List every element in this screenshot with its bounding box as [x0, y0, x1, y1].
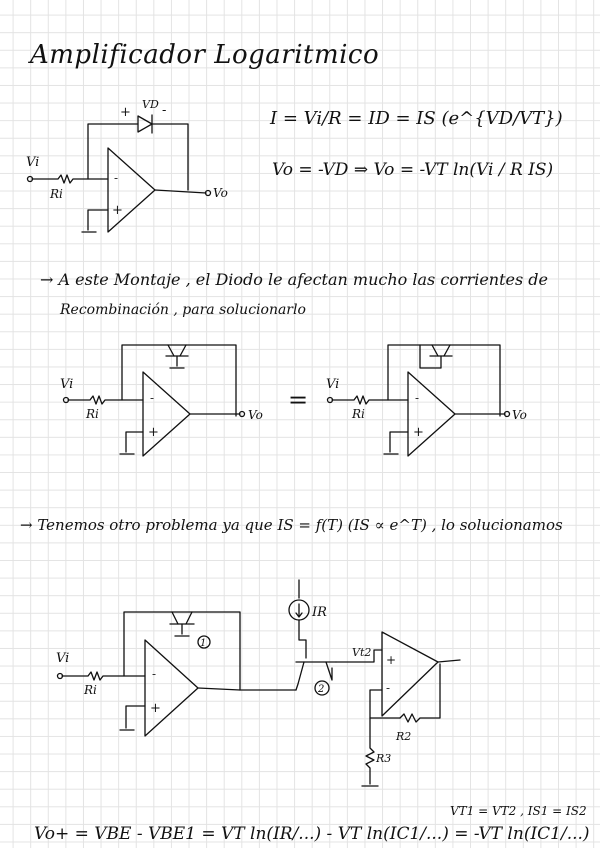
label-opamp2-minus: - [150, 391, 155, 405]
output-wire-5 [438, 660, 460, 662]
bottom-equation: Vo+ = VBE - VBE1 = VT ln(IR/...) - VT ln(IC1/...) = -VT ln(IC1/...) [34, 824, 590, 844]
opamp-1 [108, 148, 155, 232]
ir-wire [299, 620, 306, 658]
label-opamp2-plus: + [148, 425, 159, 440]
label-r2: R2 [396, 730, 412, 743]
transistor-2-e [180, 345, 186, 356]
label-r3: R3 [376, 752, 392, 765]
transistor-2-c [168, 345, 174, 356]
label-opamp4-minus: - [152, 667, 157, 681]
label-vi-4: Vi [56, 651, 70, 666]
diode-1 [138, 116, 152, 132]
resistor-r3 [366, 718, 374, 784]
transistor-4-c [172, 612, 178, 624]
opamp-5 [382, 632, 438, 716]
note-temperature: → Tenemos otro problema ya que IS = f(T) (IS ∝ e^T) , lo solucionamos [20, 516, 563, 534]
equation-output: Vo = -VD ⇒ Vo = -VT ln(Vi / R IS) [272, 160, 554, 180]
label-vo-2: Vo [248, 408, 263, 422]
equals-sign: = [288, 386, 309, 414]
output-wire-1 [155, 190, 206, 193]
label-vo-1: Vo [213, 186, 228, 200]
label-opamp3-plus: + [413, 425, 424, 440]
note-recombination-line2: Recombinación , para solucionarlo [60, 302, 306, 318]
resistor-ri-1 [32, 175, 108, 183]
label-diode-minus: - [162, 103, 167, 118]
circuit-compensated [58, 580, 461, 786]
label-ri-1: Ri [50, 187, 63, 201]
resistor-ri-2 [68, 396, 143, 404]
label-transistor-2: 2 [318, 684, 325, 695]
label-vi-2: Vi [60, 377, 74, 392]
resistor-ri-4 [62, 672, 145, 680]
label-opamp4-plus: + [150, 701, 161, 716]
label-diode-plus: + [120, 105, 131, 120]
equation-current: I = Vi/R = ID = IS (e^{VD/VT}) [270, 108, 563, 129]
label-ri-2: Ri [86, 407, 99, 421]
transistor-3-c [432, 345, 438, 356]
label-opamp5-plus: + [386, 653, 397, 667]
note-recombination-line1: → A este Montaje , el Diodo le afectan mucho las corrientes de [40, 270, 549, 289]
page-title: Amplificador Logaritmico [30, 40, 380, 70]
label-ri-4: Ri [84, 683, 97, 697]
label-opamp3-minus: - [415, 391, 420, 405]
label-vi-1: Vi [26, 155, 40, 170]
transistor-2b-lead-left [296, 662, 304, 690]
label-transistor-1: 1 [200, 638, 207, 649]
label-opamp5-minus: - [386, 681, 391, 695]
ground-wire-4 [126, 706, 145, 728]
opamp-4 [145, 640, 198, 736]
feedback-wire-1b [152, 124, 188, 190]
label-ri-3: Ri [352, 407, 365, 421]
label-ir: IR [312, 605, 327, 620]
transistor-2b-lead-right [326, 662, 332, 680]
label-opamp1-minus: - [114, 171, 119, 185]
opamp-3 [408, 372, 455, 456]
ground-wire-1 [88, 210, 108, 230]
ground-wire-2 [126, 432, 143, 452]
ground-wire-3 [390, 432, 408, 452]
label-vd-1: VD [142, 98, 159, 111]
label-vo-3: Vo [512, 408, 527, 422]
label-opamp1-plus: + [112, 203, 123, 218]
transistor-3-e [444, 345, 450, 356]
feedback-wire-1 [88, 124, 138, 179]
transistor-4-e [186, 612, 192, 624]
opamp-2 [143, 372, 190, 456]
label-vi-3: Vi [326, 377, 340, 392]
bottom-conditions: VT1 = VT2 , IS1 = IS2 [450, 804, 587, 818]
label-vt2: Vt2 [352, 646, 372, 659]
output-wire-4 [198, 688, 296, 690]
resistor-ri-3 [332, 396, 408, 404]
